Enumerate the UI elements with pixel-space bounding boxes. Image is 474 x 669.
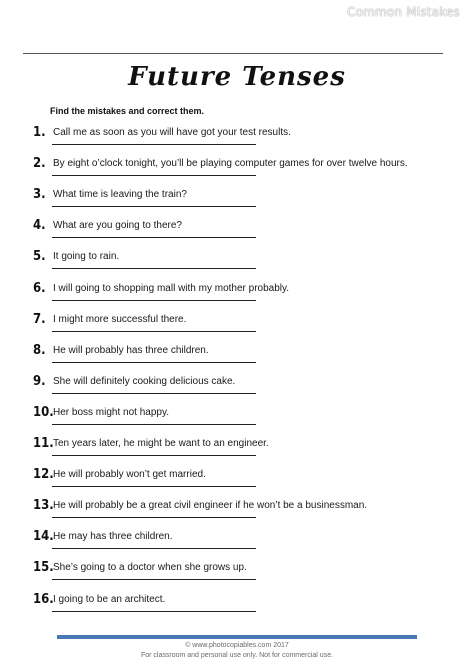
instruction-text: Find the mistakes and correct them.: [50, 106, 205, 116]
item-number: 14.: [33, 529, 54, 545]
item-sentence: What time is leaving the train?: [53, 189, 187, 201]
answer-line[interactable]: [52, 331, 256, 332]
item-number: 16.: [33, 591, 54, 607]
item-number: 4.: [33, 218, 46, 234]
answer-line[interactable]: [52, 548, 256, 549]
item-sentence: By eight o’clock tonight, you’ll be playing computer games for over twelve hours.: [53, 158, 408, 170]
exercise-item: [33, 156, 453, 186]
exercise-item: [33, 249, 453, 279]
answer-line[interactable]: [52, 268, 256, 269]
exercise-item: [33, 218, 453, 248]
item-sentence: What are you going to there?: [53, 220, 182, 232]
item-number: 8.: [33, 342, 46, 358]
answer-line[interactable]: [52, 144, 256, 145]
item-sentence: I going to be an architect.: [53, 593, 166, 605]
item-sentence: He will probably won’t get married.: [53, 469, 206, 481]
exercise-item: [33, 498, 453, 528]
item-number: 13.: [33, 498, 54, 514]
item-number: 7.: [33, 311, 46, 327]
item-sentence: Her boss might not happy.: [53, 406, 169, 418]
item-number: 6.: [33, 280, 46, 296]
item-number: 15.: [33, 560, 54, 576]
item-sentence: She’s going to a doctor when she grows up.: [53, 562, 247, 574]
item-sentence: It going to rain.: [53, 251, 120, 263]
answer-line[interactable]: [52, 517, 256, 518]
item-sentence: He will probably has three children.: [53, 344, 209, 356]
exercise-item: [33, 187, 453, 217]
item-number: 12.: [33, 467, 54, 483]
answer-line[interactable]: [52, 611, 256, 612]
answer-line[interactable]: [52, 455, 256, 456]
exercise-item: [33, 436, 453, 466]
footer-usage-note: For classroom and personal use only. Not for commercial use.: [140, 652, 334, 659]
item-sentence: He may has three children.: [53, 531, 173, 543]
item-sentence: Ten years later, he might be want to an engineer.: [53, 438, 269, 449]
item-number: 1.: [33, 125, 46, 140]
footer-divider: [57, 635, 417, 639]
worksheet-title: Future Tenses: [128, 62, 346, 92]
item-number: 5.: [33, 249, 46, 265]
exercise-item: [33, 560, 453, 590]
top-divider: [23, 53, 443, 54]
footer-copyright: © www.photocopiables.com 2017: [185, 642, 289, 649]
exercise-item: [33, 467, 453, 497]
answer-line[interactable]: [52, 579, 256, 580]
header-tag: Common Mistakes: [346, 5, 460, 19]
item-sentence: I will going to shopping mall with my mother probably.: [53, 282, 290, 294]
exercise-item: [33, 281, 453, 311]
answer-line[interactable]: [52, 237, 256, 238]
exercise-item: [33, 312, 453, 342]
item-number: 9.: [33, 373, 46, 389]
item-sentence: I might more successful there.: [53, 313, 187, 325]
exercise-item: [33, 592, 453, 622]
answer-line[interactable]: [52, 393, 256, 394]
item-number: 11.: [33, 436, 54, 451]
exercise-item: [33, 343, 453, 373]
item-sentence: Call me as soon as you will have got your test results.: [53, 127, 291, 138]
exercise-item: [33, 374, 453, 404]
exercise-item: [33, 529, 453, 559]
exercise-item: [33, 405, 453, 435]
item-sentence: He will probably be a great civil engineer if he won’t be a businessman.: [53, 500, 368, 512]
item-number: 3.: [33, 187, 46, 203]
answer-line[interactable]: [52, 486, 256, 487]
answer-line[interactable]: [52, 362, 256, 363]
answer-line[interactable]: [52, 424, 256, 425]
exercise-item: [33, 125, 453, 155]
item-number: 2.: [33, 156, 46, 172]
answer-line[interactable]: [52, 175, 256, 176]
answer-line[interactable]: [52, 206, 256, 207]
item-number: 10.: [33, 404, 54, 420]
item-sentence: She will definitely cooking delicious cake.: [53, 375, 236, 387]
answer-line[interactable]: [52, 300, 256, 301]
